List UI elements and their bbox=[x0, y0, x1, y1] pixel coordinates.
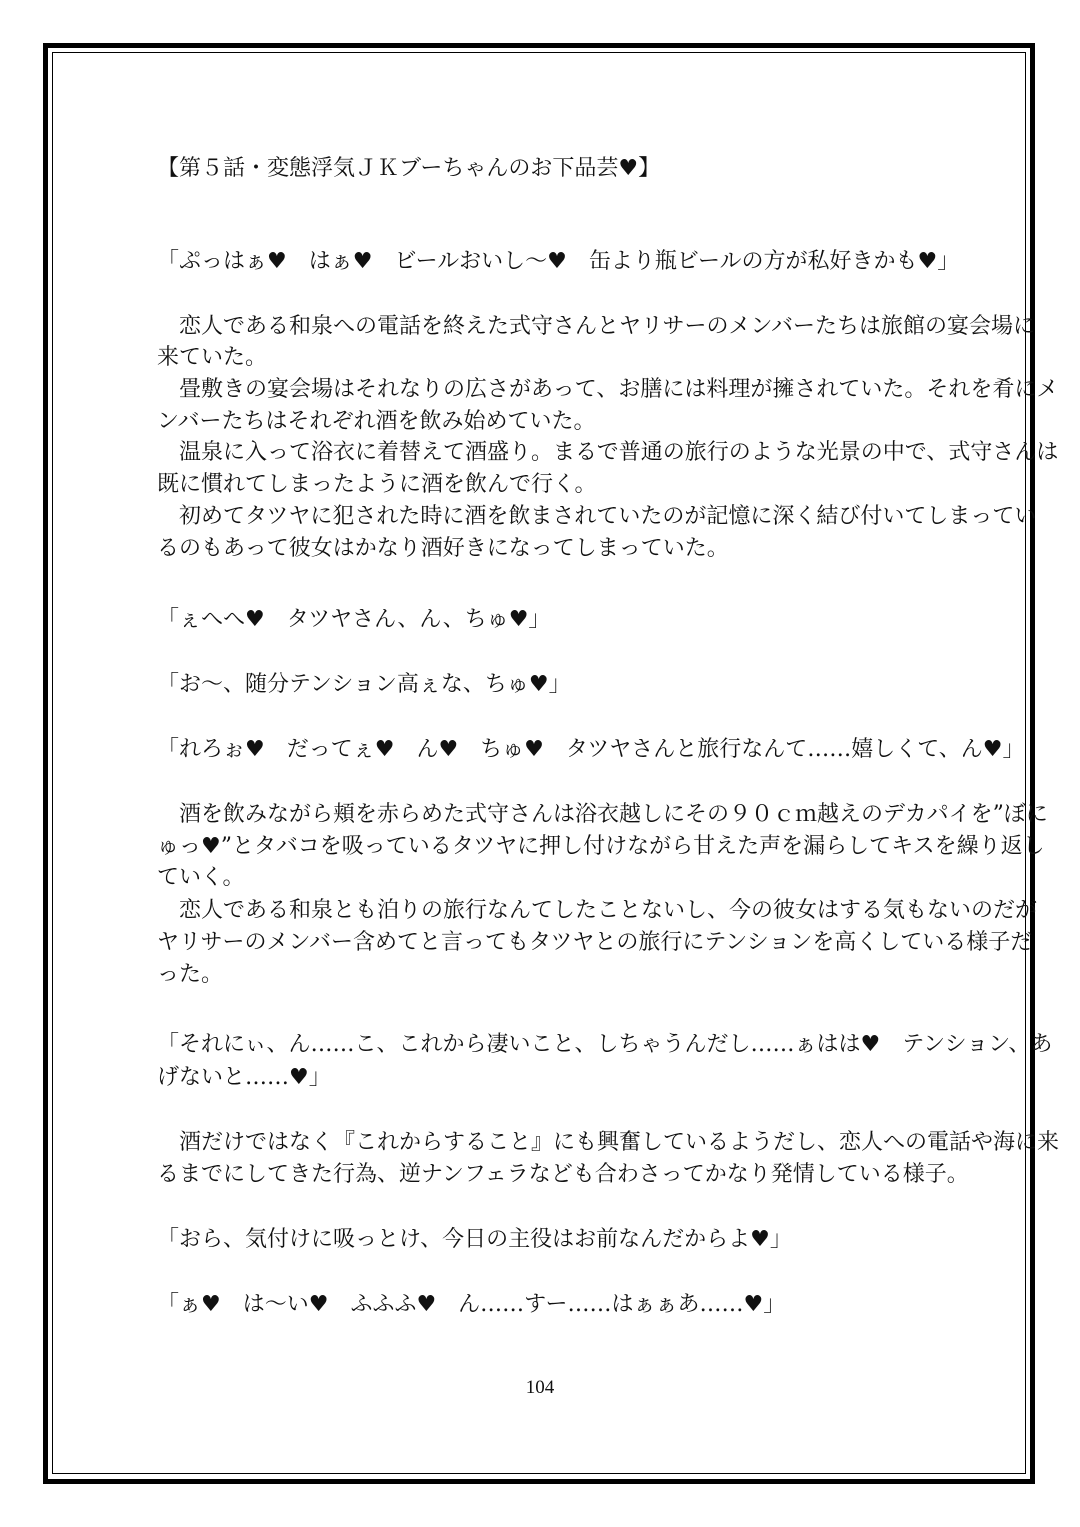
text-line: 温泉に入って浴衣に着替えて酒盛り。まるで普通の旅行のような光景の中で、式守さんは bbox=[157, 440, 1059, 465]
text-line: 酒を飲みながら頬を赤らめた式守さんは浴衣越しにその９０ｃｍ越えのデカパイを”ぼに bbox=[157, 802, 1048, 827]
text-line: るまでにしてきた行為、逆ナンフェラなども合わさってかなり発情している様子。 bbox=[157, 1162, 969, 1187]
text-line: げないと……♥」 bbox=[157, 1065, 331, 1090]
text-line: 来ていた。 bbox=[157, 345, 268, 370]
text-line: ヤリサーのメンバー含めてと言ってもタツヤとの旅行にテンションを高くしている様子だ bbox=[157, 930, 1033, 955]
text-line: 「れろぉ♥ だってぇ♥ ん♥ ちゅ♥ タツヤさんと旅行なんて……嬉しくて、ん♥」 bbox=[157, 737, 1025, 762]
text-line: 「ぇへへ♥ タツヤさん、ん、ちゅ♥」 bbox=[157, 607, 551, 632]
text-line: 「ぁ♥ は～い♥ ふふふ♥ ん……すー……はぁぁあ……♥」 bbox=[157, 1292, 786, 1317]
text-line: 「ぷっはぁ♥ はぁ♥ ビールおいし～♥ 缶より瓶ビールの方が私好きかも♥」 bbox=[157, 249, 960, 274]
text-line: 「お～、随分テンション高ぇな、ちゅ♥」 bbox=[157, 672, 571, 697]
text-line: 恋人である和泉への電話を終えた式守さんとヤリサーのメンバーたちは旅館の宴会場に bbox=[157, 314, 1036, 339]
text-line: 既に慣れてしまったように酒を飲んで行く。 bbox=[157, 472, 597, 497]
text-line: った。 bbox=[157, 962, 224, 987]
text-line: 畳敷きの宴会場はそれなりの広さがあって、お膳には料理が擁されていた。それを肴にメ bbox=[157, 377, 1059, 402]
text-line: 「おら、気付けに吸っとけ、今日の主役はお前なんだからよ♥」 bbox=[157, 1227, 792, 1252]
text-line: ンバーたちはそれぞれ酒を飲み始めていた。 bbox=[157, 409, 596, 434]
chapter-title: 【第５話・変態浮気ＪＫブーちゃんのお下品芸♥】 bbox=[157, 156, 661, 181]
text-line: ていく。 bbox=[157, 865, 245, 890]
text-line: 恋人である和泉とも泊りの旅行なんてしたことないし、今の彼女はする気もないのだが bbox=[157, 898, 1038, 923]
text-line: 酒だけではなく『これからすること』にも興奮しているようだし、恋人への電話や海に来 bbox=[157, 1130, 1060, 1155]
text-line: るのもあって彼女はかなり酒好きになってしまっていた。 bbox=[157, 536, 729, 561]
text-line: 初めてタツヤに犯された時に酒を飲まされていたのが記憶に深く結び付いてしまってい bbox=[157, 504, 1037, 529]
page-number: 104 bbox=[525, 1377, 555, 1398]
text-line: 「それにぃ、ん……こ、これから凄いこと、しちゃうんだし……ぁはは♥ テンション、あ bbox=[157, 1032, 1053, 1057]
text-line: ゅっ♥”とタバコを吸っているタツヤに押し付けながら甘えた声を漏らしてキスを繰り返し bbox=[157, 834, 1045, 859]
